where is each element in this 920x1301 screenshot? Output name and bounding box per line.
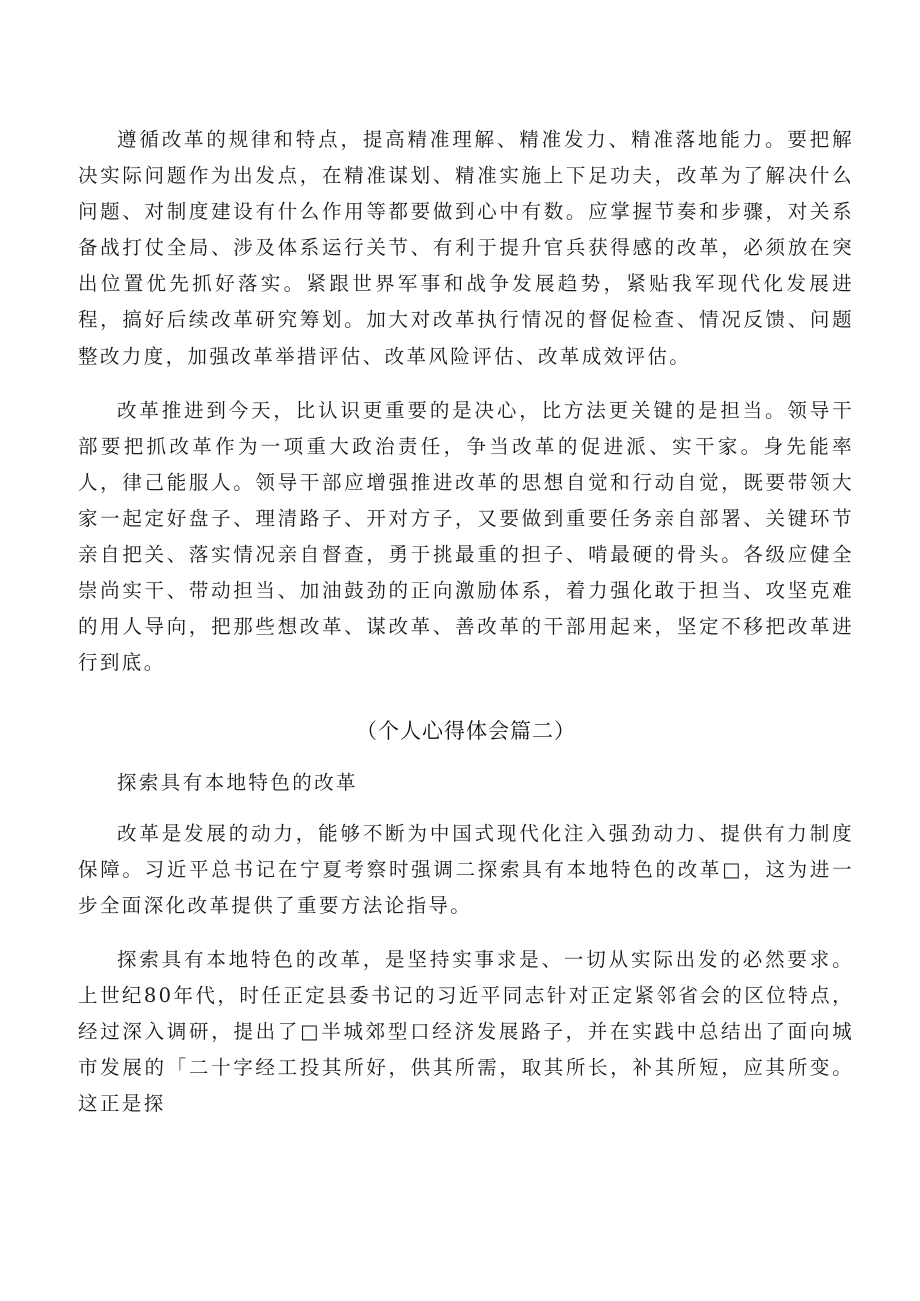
paragraph-reform-principles: 遵循改革的规律和特点，提高精准理解、精准发力、精准落地能力。要把解决实际问题作为出发点，在精准谋划、精准实施上下足功夫，改革为了解决什么问题、对制度建设有什么作用等都要做到心中有数。应掌握节奏和步骤，对关系备战打仗全局、涉及体系运行关节、有利于提升官兵获得感的改革，必须放在突出位置优先抓好落实。紧跟世界军事和战争发展趋势，紧贴我军现代化发展进程，搞好后续改革研究筹划。加大对改革执行情况的督促检查、情况反馈、问题整改力度，加强改革举措评估、改革风险评估、改革成效评估。 (78, 128, 854, 368)
section-heading: （个人心得体会篇二） (356, 719, 576, 744)
document-body (78, 122, 854, 1122)
paragraph-reform-driving-force: 改革是发展的动力，能够不断为中国式现代化注入强劲动力、提供有力制度保障。习近平总书记在宁夏考察时强调二探索具有本地特色的改革□，这为进一步全面深化改革提供了重要方法论指导。 (78, 821, 854, 917)
section-subtitle: 探索具有本地特色的改革 (117, 771, 358, 795)
paragraph-local-characteristics: 探索具有本地特色的改革，是坚持实事求是、一切从实际出发的必然要求。上世纪80年代，时任正定县委书记的习近平同志针对正定紧邻省会的区位特点，经过深入调研，提出了□半城郊型口经济发展路子，并在实践中总结出了面向城市发展的「二十字经工投其所好，供其所需，取其所长，补其所短，应其所变。这正是探 (78, 947, 854, 1116)
paragraph-reform-responsibility: 改革推进到今天，比认识更重要的是决心，比方法更关键的是担当。领导干部要把抓改革作为一项重大政治责任，争当改革的促进派、实干家。身先能率人，律己能服人。领导干部应增强推进改革的思想自觉和行动自觉，既要带领大家一起定好盘子、理清路子、开对方子，又要做到重要任务亲自部署、关键环节亲自把关、落实情况亲自督查，勇于挑最重的担子、啃最硬的骨头。各级应健全崇尚实干、带动担当、加油鼓劲的正向激励体系，着力强化敢于担当、攻坚克难的用人导向，把那些想改革、谋改革、善改革的干部用起来，坚定不移把改革进行到底。 (78, 398, 854, 675)
